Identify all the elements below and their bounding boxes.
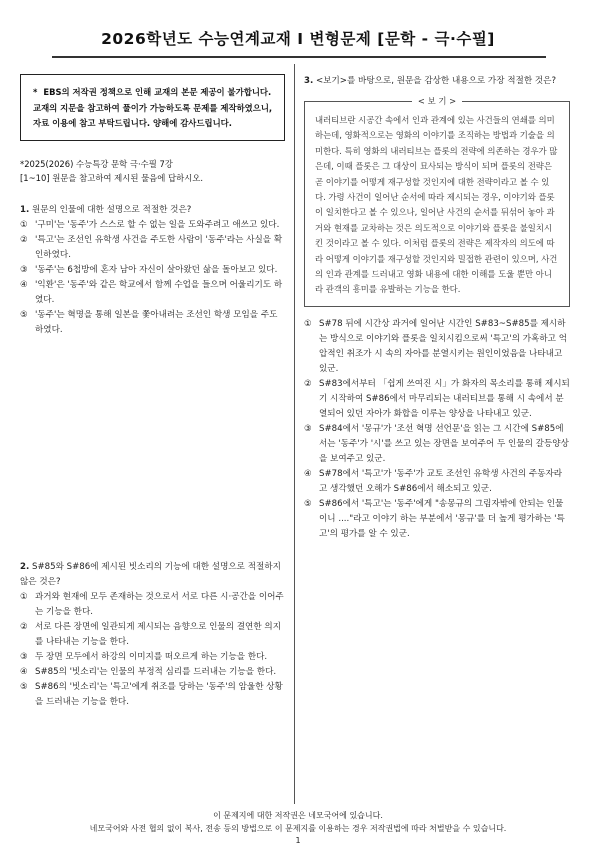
- question-3-option-4[interactable]: [304, 467, 570, 497]
- option-mark: ③: [20, 652, 28, 662]
- option-mark: ③: [20, 264, 28, 275]
- notice-bullet-icon: *: [33, 87, 38, 97]
- title-rule: [52, 56, 546, 58]
- question-3-option-1[interactable]: [304, 317, 570, 377]
- notice-line-1: EBS의 저작권 정책으로 인해 교재의 본문 제공이 불가합니다. 교재의 지문을 참고하여 풀이가 가능하도록 문제를 제작하였으니,: [33, 87, 273, 113]
- question-2-text: S#85와 S#86에 제시된 빗소리의 기능에 대한 설명으로 적절하지 않은 것은?: [20, 562, 281, 587]
- option-text: '동주'는 6첩방에 혼자 남아 자신이 살아왔던 삶을 돌아보고 있다.: [35, 264, 278, 275]
- question-2-option-5[interactable]: [20, 680, 285, 710]
- option-text: S#78 뒤에 시간상 과거에 일어난 시간인 S#83~S#85를 제시하는 방식으로 이야기와 플롯을 일치시킴으로써 '특고'의 가혹하고 억압적인 취조가 시 속의 자아를 분열시키는 원인이었음을 나타내고 있군.: [319, 318, 567, 374]
- question-2-option-3[interactable]: [20, 650, 285, 665]
- option-text: S#85의 '빗소리'는 인물의 부정적 심리를 드러내는 기능을 한다.: [35, 667, 277, 677]
- question-2-option-1[interactable]: [20, 590, 285, 620]
- option-mark: ③: [304, 423, 312, 434]
- question-3-option-2[interactable]: [304, 377, 570, 422]
- option-text: 서로 다른 장면에 일관되게 제시되는 음향으로 인물의 결연한 의지를 나타내는 기능을 한다.: [35, 622, 281, 647]
- question-1-text: 원문의 인물에 대한 설명으로 적절한 것은?: [31, 204, 192, 215]
- option-mark: ⑤: [304, 498, 312, 509]
- question-3-text: <보기>를 바탕으로, 원문을 감상한 내용으로 가장 적절한 것은?: [315, 76, 557, 86]
- question-1-number: 1.: [20, 204, 30, 215]
- notice-box: [20, 74, 285, 141]
- page-number: 1: [295, 836, 301, 845]
- option-mark: ①: [20, 592, 28, 602]
- option-text: S#83에서부터 「쉽게 쓰여진 시」가 화자의 목소리를 통해 제시되기 시작하여 S#86에서 마무리되는 내러티브를 통해 시 속에서 분열되어 있던 자아가 화합을 이루는 양상을 나타내고 있군.: [319, 378, 570, 419]
- question-1-stem: [20, 203, 285, 218]
- option-mark: ①: [304, 318, 312, 329]
- option-mark: ⑤: [20, 309, 28, 320]
- question-3-stem: [304, 74, 570, 89]
- page-title: 2026학년도 수능연계교재 I 변형문제 [문학 - 극·수필]: [101, 30, 495, 48]
- question-1: [20, 203, 285, 338]
- option-text: '익환'은 '동주'와 같은 학교에서 함께 수업을 들으며 어울리기도 하였다.: [35, 279, 283, 305]
- option-text: S#84에서 '몽규'가 '조선 혁명 선언문'을 읽는 그 시간에 S#85에서는 '동주'가 '시'를 쓰고 있는 장면을 보여주어 두 인물의 갈등양상을 보여주고 있군.: [319, 423, 569, 464]
- question-2-option-2[interactable]: [20, 620, 285, 650]
- option-mark: ②: [304, 378, 312, 389]
- option-mark: ⑤: [20, 682, 28, 692]
- option-text: '구미'는 '동주'가 스스로 할 수 없는 일을 도와주려고 애쓰고 있다.: [35, 219, 280, 230]
- option-mark: ④: [20, 667, 28, 677]
- notice-line-2: 자료 이용에 참고 부탁드립니다. 양해에 감사드립니다.: [33, 118, 232, 128]
- right-column: [304, 74, 570, 542]
- question-3: [304, 74, 570, 542]
- question-2-number: 2.: [20, 562, 30, 572]
- option-text: S#86의 '빗소리'는 '특고'에게 취조를 당하는 '동주'의 암울한 상황을 드러내는 기능을 한다.: [35, 682, 283, 707]
- question-2-option-4[interactable]: [20, 665, 285, 680]
- question-3-option-3[interactable]: [304, 422, 570, 467]
- option-mark: ①: [20, 219, 28, 230]
- footer-copyright: 이 문제지에 대한 저작권은 네모국어에 있습니다.: [213, 811, 383, 820]
- source-reference: *2025(2026) 수능특강 문학 극·수필 7강: [20, 158, 173, 169]
- question-1-option-1[interactable]: [20, 218, 285, 233]
- option-text: 두 장면 모두에서 하강의 이미지를 떠오르게 하는 기능을 한다.: [35, 652, 268, 662]
- instruction: [1~10] 원문을 참고하여 제시된 물음에 답하시오.: [20, 172, 204, 183]
- source-info: [20, 157, 285, 185]
- option-text: S#78에서 '특고'가 '동주'가 교토 조선인 유학생 사건의 주동자라고 생각했던 오해가 S#86에서 해소되고 있군.: [319, 468, 563, 494]
- footer-warning: 네모국어와 사전 협의 없이 복사, 전송 등의 방법으로 이 문제지를 이용하는 경우 저작권법에 따라 처벌받을 수 있습니다.: [89, 824, 507, 833]
- left-column: [20, 74, 285, 707]
- option-text: '특고'는 조선인 유학생 사건을 주도한 사람이 '동주'라는 사실을 확인하였다.: [35, 234, 283, 260]
- question-3-options: [304, 317, 570, 542]
- question-1-option-3[interactable]: [20, 263, 285, 278]
- option-text: 과거와 현재에 모두 존재하는 것으로서 서로 다른 시·공간을 이어주는 기능을 한다.: [35, 592, 284, 617]
- option-text: S#86에서 '특고'는 '동주'에게 "송몽규의 그림자밖에 안되는 인물이니 ...."라고 이야기 하는 부분에서 '몽규'를 더 높게 평가하는 '특고'의 평가를 알 수 있군.: [319, 498, 565, 539]
- question-2: [20, 560, 285, 710]
- bogi-text: 내러티브란 시공간 속에서 인과 관계에 있는 사건들의 연쇄를 의미하는데, 영화적으로는 영화의 이야기를 조직하는 방법과 기술을 의미한다. 특히 영화의 내러티브는 플롯의 전략에 의존하는 경우가 많은데, 이때 플롯은 그 대상이 묘사되는 방식이 되며 플롯의 전략은 곧 이야기를 어떻게 재구성할 것인지에 대한 전략이라고 볼 수 있다. 가령 사건이 일어난 순서에 따라 제시되는 경우, 이야기와 플롯이 일치한다고 볼 수 있으나, 일어난 사건의 순서를 뒤섞어 놓아 과거와 현재를 교차하는 것은 의도적으로 이야기와 플롯을 불일치시킨 것이라고 볼 수 있다. 이처럼 플롯의 전략은 제작자의 의도에 따라 어떻게 이야기를 재구성할 것인지와 밀접한 관련이 있으며, 사건의 인과 관계를 드러내고 영화 내용에 대한 이해를 도울 뿐만 아니라 관객의 흥미를 유발하는 기능을 한다.: [315, 115, 558, 295]
- question-2-stem: [20, 560, 285, 590]
- question-1-option-5[interactable]: [20, 308, 285, 338]
- question-3-number: 3.: [304, 76, 314, 86]
- bogi-label: [305, 95, 569, 107]
- question-3-option-5[interactable]: [304, 497, 570, 542]
- column-divider: [294, 64, 295, 804]
- question-1-option-4[interactable]: [20, 278, 285, 308]
- option-mark: ②: [20, 622, 28, 632]
- option-mark: ④: [20, 279, 28, 290]
- option-text: '동주'는 혁명을 통해 일본을 쫓아내려는 조선인 학생 모임을 주도하였다.: [35, 309, 278, 335]
- bogi-box: [304, 96, 570, 307]
- option-mark: ②: [20, 234, 28, 245]
- option-mark: ④: [304, 468, 312, 479]
- bogi-label-text: < 보 기 >: [412, 96, 462, 106]
- question-1-option-2[interactable]: [20, 233, 285, 263]
